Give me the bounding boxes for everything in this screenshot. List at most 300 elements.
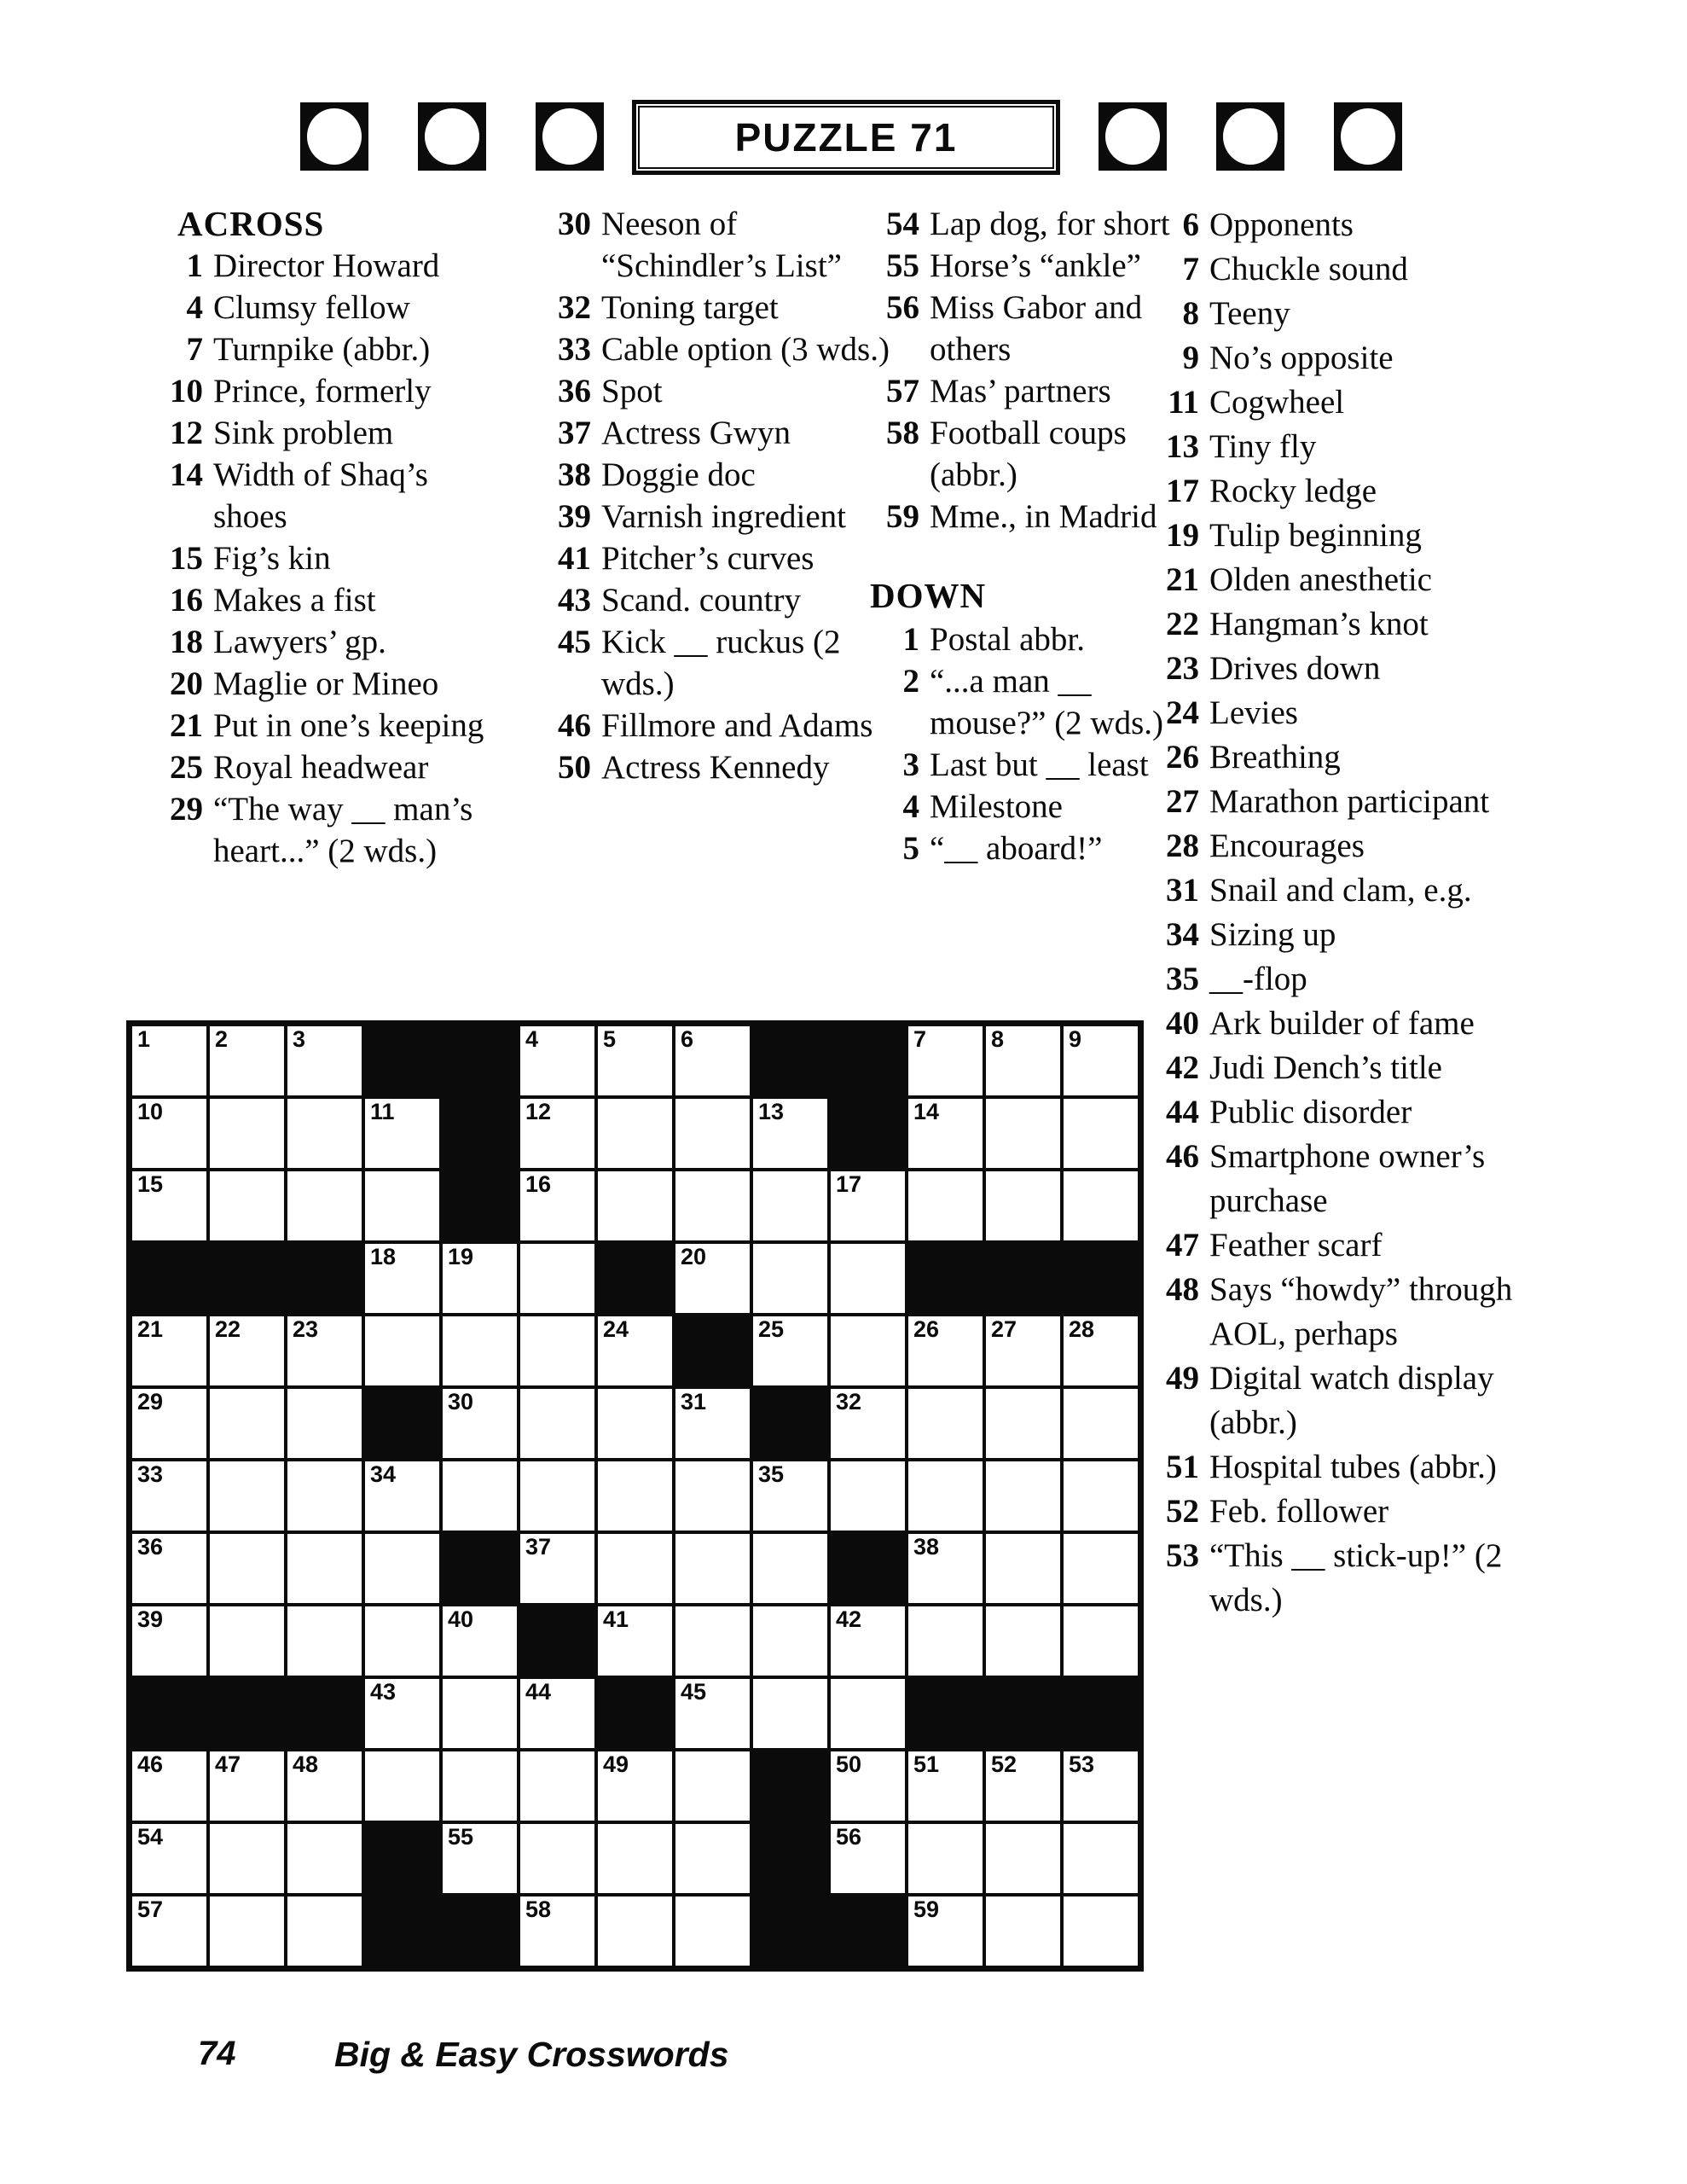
across-clue-36 xyxy=(516,370,891,412)
grid-cell-number: 41 xyxy=(603,1606,629,1632)
grid-cell xyxy=(829,1677,907,1750)
down-clue-27 xyxy=(1124,780,1516,824)
clue-number: 23 xyxy=(1166,650,1199,687)
square-circle-ornament-icon xyxy=(1099,102,1167,171)
clue-text: Postal abbr. xyxy=(930,621,1085,658)
grid-cell xyxy=(519,1387,596,1460)
grid-cell xyxy=(596,1750,674,1822)
grid-cell xyxy=(130,1460,208,1532)
grid-cell xyxy=(286,1315,363,1387)
down-clue-11 xyxy=(1124,380,1516,425)
clue-number: 40 xyxy=(1166,1005,1199,1042)
clue-text: Fillmore and Adams xyxy=(601,707,873,744)
grid-cell xyxy=(286,1387,363,1460)
clue-text: Mme., in Madrid xyxy=(930,498,1157,535)
grid-cell xyxy=(208,1315,286,1387)
ornament-circle xyxy=(425,108,479,165)
clue-number: 59 xyxy=(886,498,919,535)
black-square xyxy=(286,1242,363,1315)
clue-number: 57 xyxy=(886,373,919,410)
grid-cell xyxy=(596,1025,674,1097)
grid-cell xyxy=(441,1677,519,1750)
across-clues-part-1 xyxy=(128,245,486,872)
clue-number: 16 xyxy=(170,582,203,619)
grid-cell xyxy=(208,1025,286,1097)
grid-cell xyxy=(829,1460,907,1532)
down-clue-21 xyxy=(1124,558,1516,602)
clue-number: 44 xyxy=(1166,1094,1199,1130)
clue-number: 51 xyxy=(1166,1449,1199,1485)
down-clue-8 xyxy=(1124,292,1516,336)
clue-number: 42 xyxy=(1166,1049,1199,1086)
clue-number: 21 xyxy=(170,707,203,744)
grid-cell xyxy=(907,1822,984,1895)
grid-cell-number: 36 xyxy=(137,1534,164,1560)
across-clue-30 xyxy=(516,203,891,287)
down-clue-6 xyxy=(1124,203,1516,247)
grid-cell xyxy=(1062,1170,1139,1242)
grid-cell-number: 28 xyxy=(1069,1316,1095,1342)
black-square xyxy=(829,1025,907,1097)
grid-cell-number: 27 xyxy=(991,1316,1017,1342)
grid-cell xyxy=(1062,1025,1139,1097)
grid-cell-number: 19 xyxy=(448,1244,474,1269)
across-clue-33 xyxy=(516,328,891,370)
grid-cell-number: 3 xyxy=(293,1026,306,1052)
grid-cell xyxy=(208,1387,286,1460)
clue-number: 31 xyxy=(1166,872,1199,909)
grid-cell xyxy=(751,1460,829,1532)
grid-cell xyxy=(907,1170,984,1242)
grid-cell xyxy=(829,1605,907,1677)
grid-cell xyxy=(829,1387,907,1460)
down-clue-22 xyxy=(1124,602,1516,647)
grid-cell-number: 13 xyxy=(758,1099,785,1124)
clue-text: “...a man __ mouse?” (2 wds.) xyxy=(930,663,1164,741)
clue-number: 36 xyxy=(558,373,591,410)
grid-cell-number: 50 xyxy=(836,1751,862,1777)
grid-cell xyxy=(130,1097,208,1170)
down-clue-40 xyxy=(1124,1002,1516,1046)
clue-number: 5 xyxy=(902,830,919,867)
clue-number: 53 xyxy=(1166,1537,1199,1574)
grid-cell-number: 58 xyxy=(525,1896,552,1922)
grid-cell xyxy=(363,1532,441,1605)
grid-cell xyxy=(674,1170,751,1242)
grid-cell-number: 32 xyxy=(836,1389,862,1414)
across-clues-part-2 xyxy=(516,203,891,788)
down-clue-7 xyxy=(1124,247,1516,292)
grid-cell xyxy=(984,1822,1062,1895)
grid-cell xyxy=(441,1315,519,1387)
across-clue-25 xyxy=(128,746,486,788)
grid-cell xyxy=(441,1460,519,1532)
black-square xyxy=(1062,1677,1139,1750)
grid-cell xyxy=(907,1315,984,1387)
clue-text: Judi Dench’s title xyxy=(1209,1049,1442,1086)
clue-number: 19 xyxy=(1166,517,1199,554)
grid-cell xyxy=(907,1605,984,1677)
grid-cell-number: 46 xyxy=(137,1751,164,1777)
clue-text: “The way __ man’s heart...” (2 wds.) xyxy=(213,791,473,869)
clue-text: Breathing xyxy=(1209,739,1341,775)
grid-cell xyxy=(596,1387,674,1460)
black-square xyxy=(363,1387,441,1460)
grid-cell-number: 55 xyxy=(448,1824,474,1850)
grid-cell-number: 10 xyxy=(137,1099,164,1124)
black-square xyxy=(984,1242,1062,1315)
grid-cell xyxy=(130,1822,208,1895)
grid-cell xyxy=(596,1532,674,1605)
clue-number: 29 xyxy=(170,791,203,828)
clue-number: 21 xyxy=(1166,561,1199,598)
down-clue-17 xyxy=(1124,469,1516,514)
clue-text: “This __ stick-up!” (2 wds.) xyxy=(1209,1537,1503,1618)
clue-text: Width of Shaq’s shoes xyxy=(213,456,428,535)
square-circle-ornament-icon xyxy=(536,102,604,171)
clue-text: Miss Gabor and others xyxy=(930,289,1143,368)
grid-cell-number: 5 xyxy=(603,1026,617,1052)
grid-cell xyxy=(519,1242,596,1315)
grid-cell xyxy=(984,1387,1062,1460)
clue-text: Ark builder of fame xyxy=(1209,1005,1475,1042)
across-clue-21 xyxy=(128,705,486,746)
grid-cell-number: 56 xyxy=(836,1824,862,1850)
grid-cell xyxy=(208,1170,286,1242)
clue-text: Encourages xyxy=(1209,828,1365,864)
black-square xyxy=(751,1895,829,1967)
grid-cell xyxy=(130,1605,208,1677)
clue-number: 25 xyxy=(170,749,203,786)
black-square xyxy=(363,1025,441,1097)
grid-cell xyxy=(674,1532,751,1605)
grid-cell xyxy=(208,1532,286,1605)
grid-cell xyxy=(984,1315,1062,1387)
grid-cell xyxy=(984,1895,1062,1967)
grid-cell xyxy=(363,1750,441,1822)
clue-text: Public disorder xyxy=(1209,1094,1412,1130)
grid-cell xyxy=(363,1242,441,1315)
grid-cell-number: 40 xyxy=(448,1606,474,1632)
grid-cell-number: 49 xyxy=(603,1751,629,1777)
down-clue-31 xyxy=(1124,868,1516,913)
clue-number: 18 xyxy=(170,624,203,660)
down-clue-13 xyxy=(1124,425,1516,469)
down-clue-47 xyxy=(1124,1223,1516,1268)
grid-cell xyxy=(674,1460,751,1532)
grid-cell xyxy=(829,1822,907,1895)
grid-cell-number: 45 xyxy=(681,1679,707,1705)
grid-cell xyxy=(751,1315,829,1387)
grid-cell xyxy=(907,1387,984,1460)
grid-cell xyxy=(674,1387,751,1460)
grid-cell xyxy=(1062,1822,1139,1895)
grid-cell xyxy=(286,1895,363,1967)
black-square xyxy=(829,1895,907,1967)
down-clue-48 xyxy=(1124,1268,1516,1356)
clue-text: Hangman’s knot xyxy=(1209,606,1429,642)
across-clue-29 xyxy=(128,788,486,872)
grid-cell xyxy=(286,1822,363,1895)
grid-cell xyxy=(519,1025,596,1097)
clue-text: Milestone xyxy=(930,788,1063,825)
ornament-circle xyxy=(307,108,362,165)
clue-text: Toning target xyxy=(601,289,779,326)
clue-text: Cogwheel xyxy=(1209,384,1345,421)
grid-cell xyxy=(519,1315,596,1387)
clue-number: 49 xyxy=(1166,1360,1199,1397)
grid-cell-number: 9 xyxy=(1069,1026,1082,1052)
grid-cell xyxy=(286,1532,363,1605)
grid-cell-number: 52 xyxy=(991,1751,1017,1777)
grid-cell xyxy=(363,1460,441,1532)
grid-cell-number: 33 xyxy=(137,1461,164,1487)
clue-number: 45 xyxy=(558,624,591,660)
clue-number: 2 xyxy=(902,663,919,700)
grid-cell xyxy=(286,1750,363,1822)
clue-text: Director Howard xyxy=(213,247,440,284)
clue-text: Rocky ledge xyxy=(1209,473,1377,509)
down-clue-49 xyxy=(1124,1356,1516,1445)
grid-cell-number: 37 xyxy=(525,1534,552,1560)
clue-number: 47 xyxy=(1166,1227,1199,1263)
grid-cell xyxy=(519,1822,596,1895)
down-clue-51 xyxy=(1124,1445,1516,1490)
grid-cell xyxy=(130,1387,208,1460)
down-clue-53 xyxy=(1124,1534,1516,1623)
page-title: PUZZLE 71 xyxy=(734,115,958,160)
grid-cell-number: 7 xyxy=(913,1026,927,1052)
clue-text: Turnpike (abbr.) xyxy=(213,331,431,368)
grid-cell xyxy=(984,1170,1062,1242)
grid-cell xyxy=(751,1677,829,1750)
clue-number: 43 xyxy=(558,582,591,619)
clue-text: Varnish ingredient xyxy=(601,498,847,535)
square-circle-ornament-icon xyxy=(1216,102,1284,171)
grid-cell xyxy=(208,1895,286,1967)
grid-cell xyxy=(1062,1460,1139,1532)
down-clue-34 xyxy=(1124,913,1516,957)
grid-cell xyxy=(1062,1750,1139,1822)
clue-text: Neeson of “Schindler’s List” xyxy=(601,206,842,284)
grid-cell xyxy=(907,1460,984,1532)
grid-cell xyxy=(130,1315,208,1387)
grid-cell xyxy=(286,1170,363,1242)
page-number: 74 xyxy=(198,2035,236,2072)
clue-number: 54 xyxy=(886,206,919,242)
grid-cell xyxy=(674,1025,751,1097)
down-clue-35 xyxy=(1124,957,1516,1002)
grid-cell xyxy=(286,1025,363,1097)
grid-cell-number: 26 xyxy=(913,1316,940,1342)
grid-cell xyxy=(441,1387,519,1460)
grid-cell-number: 51 xyxy=(913,1751,940,1777)
clue-number: 22 xyxy=(1166,606,1199,642)
grid-cell-number: 2 xyxy=(215,1026,229,1052)
grid-cell xyxy=(907,1025,984,1097)
clue-text: “__ aboard!” xyxy=(930,830,1103,867)
clue-number: 32 xyxy=(558,289,591,326)
clue-number: 46 xyxy=(1166,1138,1199,1175)
clue-number: 55 xyxy=(886,247,919,284)
across-clue-39 xyxy=(516,496,891,537)
grid-cell xyxy=(286,1605,363,1677)
clue-text: Olden anesthetic xyxy=(1209,561,1432,598)
grid-cell xyxy=(519,1677,596,1750)
clue-text: __-flop xyxy=(1209,961,1307,997)
grid-cell-number: 38 xyxy=(913,1534,940,1560)
down-clue-19 xyxy=(1124,514,1516,558)
black-square xyxy=(751,1387,829,1460)
grid-cell xyxy=(208,1605,286,1677)
clue-column-1 xyxy=(128,203,486,872)
grid-cell-number: 12 xyxy=(525,1099,552,1124)
crossword-grid xyxy=(126,1020,1144,1972)
clue-text: Football coups (abbr.) xyxy=(930,415,1127,493)
clue-text: Lawyers’ gp. xyxy=(213,624,386,660)
across-clue-43 xyxy=(516,579,891,621)
clue-number: 39 xyxy=(558,498,591,535)
clue-number: 48 xyxy=(1166,1271,1199,1308)
grid-cell xyxy=(829,1242,907,1315)
clue-number: 4 xyxy=(186,289,203,326)
grid-cell xyxy=(441,1822,519,1895)
grid-cell xyxy=(1062,1315,1139,1387)
grid-cell-number: 48 xyxy=(293,1751,319,1777)
square-circle-ornament-icon xyxy=(300,102,368,171)
grid-cell xyxy=(674,1097,751,1170)
grid-cell-number: 47 xyxy=(215,1751,241,1777)
grid-cell xyxy=(984,1532,1062,1605)
across-clue-20 xyxy=(128,663,486,705)
grid-cell xyxy=(363,1170,441,1242)
grid-cell xyxy=(363,1097,441,1170)
down-clue-42 xyxy=(1124,1046,1516,1090)
clue-text: Horse’s “ankle” xyxy=(930,247,1141,284)
clue-number: 34 xyxy=(1166,916,1199,953)
grid-cell xyxy=(519,1750,596,1822)
square-circle-ornament-icon xyxy=(1334,102,1402,171)
grid-cell xyxy=(441,1750,519,1822)
grid-cell xyxy=(208,1750,286,1822)
across-clue-37 xyxy=(516,412,891,454)
ornament-circle xyxy=(1223,108,1278,165)
clue-number: 24 xyxy=(1166,694,1199,731)
grid-cell-number: 20 xyxy=(681,1244,707,1269)
grid-cell xyxy=(1062,1895,1139,1967)
clue-text: Fig’s kin xyxy=(213,540,331,577)
clue-text: Scand. country xyxy=(601,582,801,619)
clue-text: Digital watch display (abbr.) xyxy=(1209,1360,1494,1441)
grid-cell xyxy=(751,1605,829,1677)
black-square xyxy=(441,1170,519,1242)
clue-text: Levies xyxy=(1209,694,1298,731)
grid-cell-number: 54 xyxy=(137,1824,164,1850)
clue-number: 26 xyxy=(1166,739,1199,775)
grid-cell xyxy=(829,1170,907,1242)
clue-text: Says “howdy” through AOL, perhaps xyxy=(1209,1271,1513,1352)
grid-cell xyxy=(363,1315,441,1387)
down-clue-26 xyxy=(1124,735,1516,780)
grid-cell-number: 53 xyxy=(1069,1751,1095,1777)
across-clue-46 xyxy=(516,705,891,746)
clue-text: Actress Kennedy xyxy=(601,749,830,786)
grid-cell xyxy=(519,1895,596,1967)
grid-cell-number: 16 xyxy=(525,1171,552,1197)
grid-cell xyxy=(596,1822,674,1895)
grid-cell xyxy=(596,1605,674,1677)
grid-cell-number: 25 xyxy=(758,1316,785,1342)
grid-cell xyxy=(519,1532,596,1605)
black-square xyxy=(208,1242,286,1315)
grid-cell xyxy=(751,1097,829,1170)
grid-cell-number: 18 xyxy=(370,1244,397,1269)
grid-cell xyxy=(829,1750,907,1822)
clue-text: Opponents xyxy=(1209,206,1354,243)
grid-cell xyxy=(596,1895,674,1967)
grid-cell-number: 15 xyxy=(137,1171,164,1197)
grid-cell xyxy=(907,1097,984,1170)
grid-cell-number: 8 xyxy=(991,1026,1005,1052)
clue-number: 58 xyxy=(886,415,919,451)
grid-cell xyxy=(674,1895,751,1967)
clue-text: Tiny fly xyxy=(1209,428,1317,465)
grid-cell xyxy=(441,1605,519,1677)
clue-text: Feather scarf xyxy=(1209,1227,1383,1263)
grid-cell xyxy=(130,1532,208,1605)
across-clue-50 xyxy=(516,746,891,788)
across-clue-15 xyxy=(128,537,486,579)
grid-cell xyxy=(907,1532,984,1605)
grid-cell-number: 34 xyxy=(370,1461,397,1487)
grid-cell-number: 57 xyxy=(137,1896,164,1922)
across-clue-10 xyxy=(128,370,486,412)
grid-cell-number: 30 xyxy=(448,1389,474,1414)
black-square xyxy=(907,1677,984,1750)
clue-text: Prince, formerly xyxy=(213,373,432,410)
clue-text: Chuckle sound xyxy=(1209,251,1408,288)
black-square xyxy=(519,1605,596,1677)
grid-cell-number: 17 xyxy=(836,1171,862,1197)
clue-number: 6 xyxy=(1182,206,1199,243)
clue-number: 17 xyxy=(1166,473,1199,509)
grid-cell-number: 11 xyxy=(370,1099,395,1124)
black-square xyxy=(907,1242,984,1315)
clue-text: Spot xyxy=(601,373,663,410)
down-clue-23 xyxy=(1124,647,1516,691)
black-square xyxy=(441,1097,519,1170)
grid-cell-number: 31 xyxy=(681,1389,707,1414)
across-clue-45 xyxy=(516,621,891,705)
grid-cell xyxy=(130,1170,208,1242)
grid-cell xyxy=(208,1822,286,1895)
grid-cell xyxy=(829,1315,907,1387)
down-clue-24 xyxy=(1124,691,1516,735)
grid-cell-number: 6 xyxy=(681,1026,694,1052)
clue-text: Feb. follower xyxy=(1209,1493,1389,1530)
grid-cell xyxy=(984,1097,1062,1170)
clue-number: 28 xyxy=(1166,828,1199,864)
black-square xyxy=(751,1750,829,1822)
book-title: Big & Easy Crosswords xyxy=(334,2035,729,2074)
clue-text: Cable option (3 wds.) xyxy=(601,331,890,368)
clue-number: 35 xyxy=(1166,961,1199,997)
grid-cell xyxy=(286,1460,363,1532)
grid-cell xyxy=(596,1170,674,1242)
black-square xyxy=(751,1025,829,1097)
grid-cell-number: 39 xyxy=(137,1606,164,1632)
grid-cell xyxy=(596,1315,674,1387)
